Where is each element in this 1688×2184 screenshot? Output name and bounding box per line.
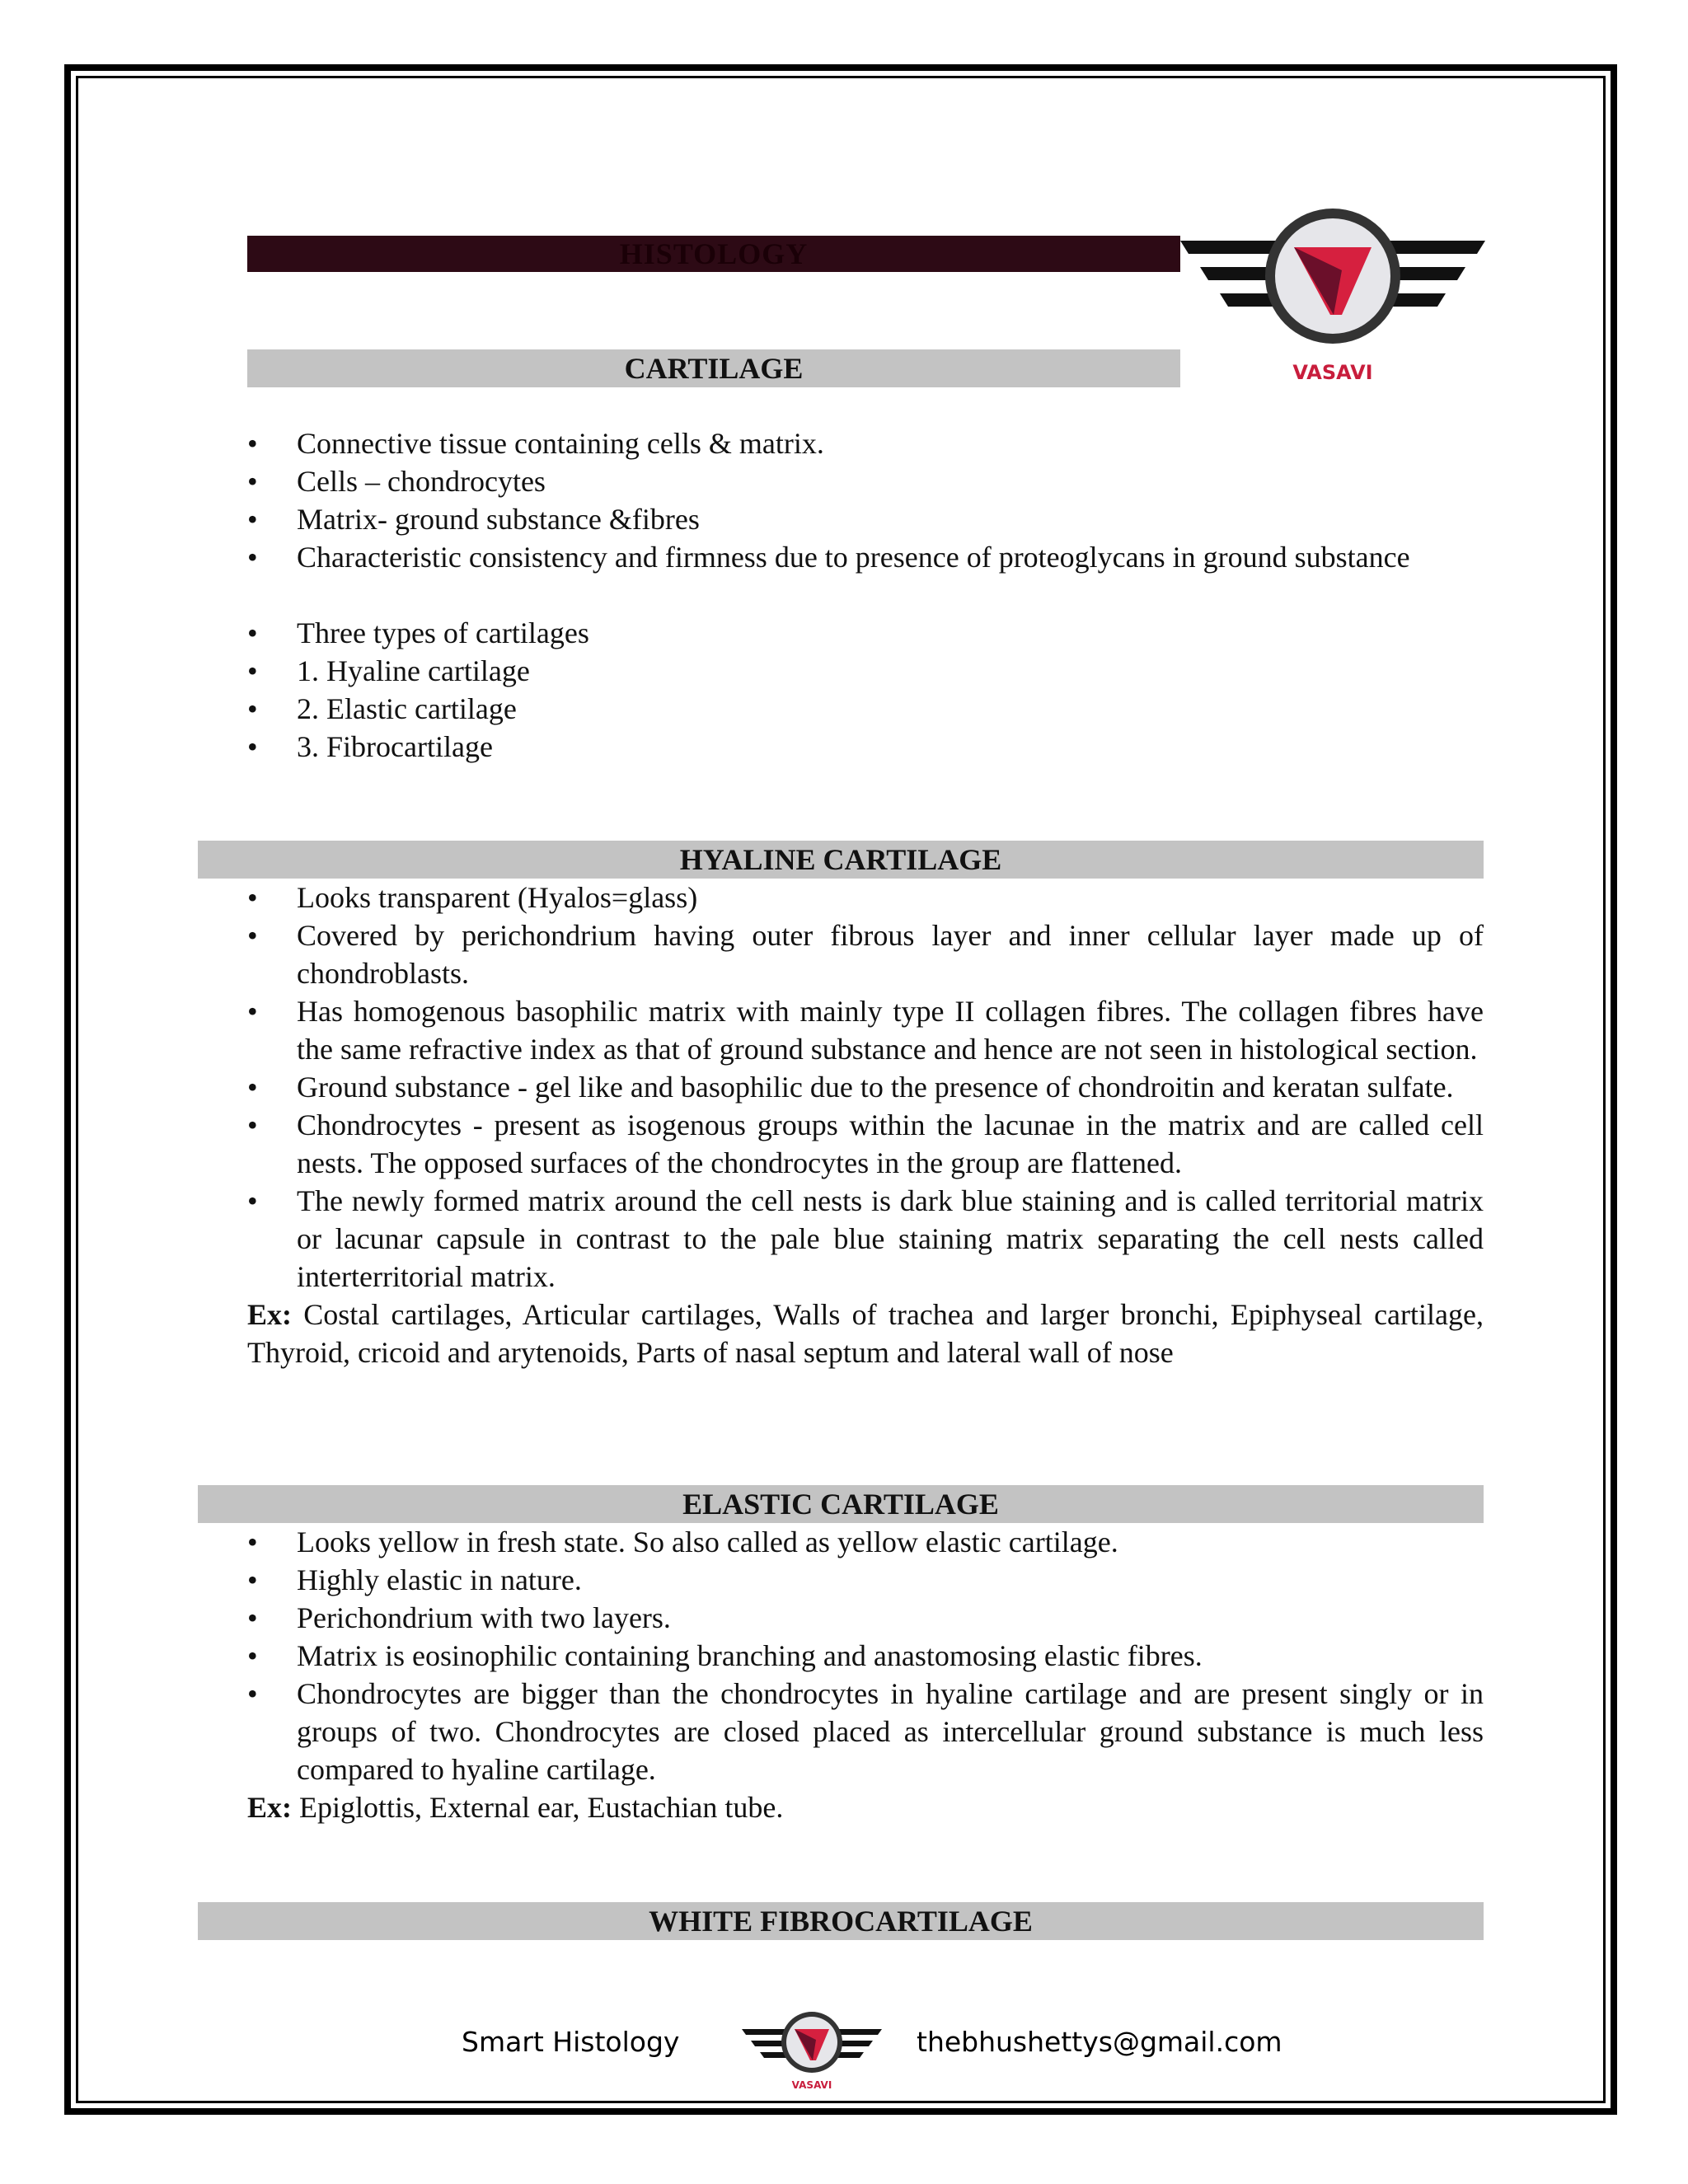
example-text: Epiglottis, External ear, Eustachian tube.: [292, 1791, 784, 1824]
bullet-item: • Connective tissue containing cells & matrix.: [247, 424, 1484, 462]
example-label: Ex:: [247, 1791, 292, 1824]
bullet-item: • Looks yellow in fresh state. So also called as yellow elastic cartilage.: [247, 1523, 1484, 1561]
example-text: Costal cartilages, Articular cartilages, Walls of trachea and larger bronchi, Epiphyseal cartilage, Thyroid, cricoid and arytenoids, Parts of nasal septum and lateral wall of nose: [247, 1298, 1484, 1369]
hyaline-heading: HYALINE CARTILAGE: [198, 841, 1484, 879]
cartilage-bullet-list: [247, 424, 1484, 576]
hyaline-examples: [247, 1296, 1484, 1371]
hyaline-bullet-list: [247, 879, 1484, 1296]
fibrocartilage-heading: WHITE FIBROCARTILAGE: [198, 1902, 1484, 1940]
bullet-item: • Matrix is eosinophilic containing branching and anastomosing elastic fibres.: [247, 1637, 1484, 1675]
bullet-item: • Matrix- ground substance &fibres: [247, 500, 1484, 538]
bullet-item: • Perichondrium with two layers.: [247, 1599, 1484, 1637]
vasavi-logo-small: [742, 2011, 882, 2093]
page-footer: [0, 2011, 1688, 2091]
cartilage-types-list: [247, 614, 1484, 766]
cartilage-heading: CARTILAGE: [247, 349, 1180, 387]
elastic-examples: [247, 1788, 1484, 1826]
bullet-item: • The newly formed matrix around the cell nests is dark blue staining and is called territorial matrix or lacunar capsule in contrast to the pale blue staining matrix separating the cell nests called interterritorial matrix.: [247, 1182, 1484, 1296]
hyaline-section: [247, 879, 1484, 1371]
vasavi-logo: [1180, 206, 1485, 396]
example-label: Ex:: [247, 1298, 292, 1331]
footer-title: Smart Histology: [462, 2026, 680, 2058]
bullet-item: • Chondrocytes are bigger than the chondrocytes in hyaline cartilage and are present singly or in groups of two. Chondrocytes are closed placed as intercellular ground substance is much less compared to hyaline cartilage.: [247, 1675, 1484, 1788]
bullet-item: • Cells – chondrocytes: [247, 462, 1484, 500]
bullet-item: • Three types of cartilages: [247, 614, 1484, 652]
elastic-heading: ELASTIC CARTILAGE: [198, 1485, 1484, 1523]
bullet-item: • Covered by perichondrium having outer fibrous layer and inner cellular layer made up of chondroblasts.: [247, 916, 1484, 992]
bullet-item: • Ground substance - gel like and basophilic due to the presence of chondroitin and keratan sulfate.: [247, 1068, 1484, 1106]
bullet-item: • 2. Elastic cartilage: [247, 690, 1484, 728]
logo-brand-text: VASAVI: [1292, 361, 1373, 384]
elastic-bullet-list: [247, 1523, 1484, 1788]
cartilage-section: [247, 424, 1484, 766]
bullet-item: • Chondrocytes - present as isogenous groups within the lacunae in the matrix and are called cell nests. The opposed surfaces of the chondrocytes in the group are flattened.: [247, 1106, 1484, 1182]
bullet-item: • Looks transparent (Hyalos=glass): [247, 879, 1484, 916]
elastic-section: [247, 1523, 1484, 1826]
footer-logo-text: VASAVI: [791, 2079, 832, 2091]
bullet-item: • Characteristic consistency and firmness due to presence of proteoglycans in ground substance: [247, 538, 1484, 576]
page-title: HISTOLOGY: [247, 236, 1180, 272]
bullet-item: • Highly elastic in nature.: [247, 1561, 1484, 1599]
bullet-item: • 3. Fibrocartilage: [247, 728, 1484, 766]
footer-email: thebhushettys@gmail.com: [917, 2026, 1282, 2058]
bullet-item: • Has homogenous basophilic matrix with mainly type II collagen fibres. The collagen fibres have the same refractive index as that of ground substance and hence are not seen in histological section.: [247, 992, 1484, 1068]
bullet-item: • 1. Hyaline cartilage: [247, 652, 1484, 690]
